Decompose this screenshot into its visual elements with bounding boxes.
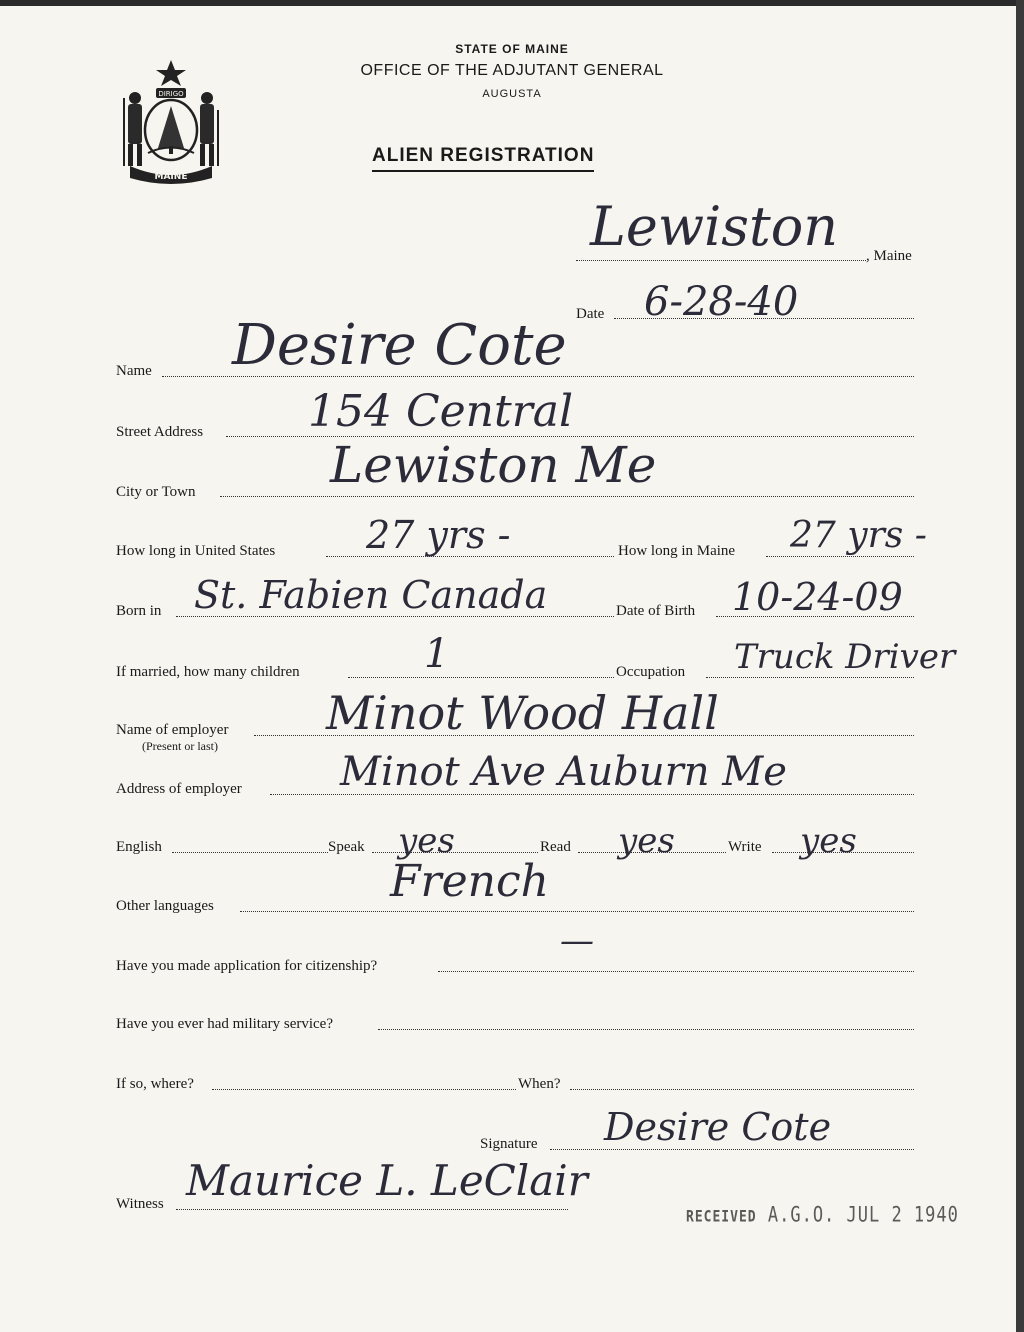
read-label: Read <box>540 839 571 855</box>
name-label: Name <box>116 363 152 379</box>
occupation-line <box>706 677 914 678</box>
employer-label: Name of employer <box>116 722 229 738</box>
date-label: Date <box>576 306 605 322</box>
place-suffix-label: , Maine <box>866 248 912 264</box>
english-label: English <box>116 839 162 855</box>
witness-signature: Maurice L. LeClair <box>186 1156 588 1205</box>
speak-label: Speak <box>328 839 365 855</box>
born-label: Born in <box>116 603 162 619</box>
write-label: Write <box>728 839 762 855</box>
military-label: Have you ever had military service? <box>116 1016 333 1032</box>
city-entry: Lewiston Me <box>330 436 657 494</box>
signature-line <box>550 1149 914 1150</box>
received-stamp <box>686 1203 959 1228</box>
maine-duration-label: How long in Maine <box>618 543 736 559</box>
witness-line <box>176 1209 568 1210</box>
city-heading: AUGUSTA <box>482 88 542 100</box>
other-languages-label: Other languages <box>116 898 214 914</box>
military-line <box>378 1029 914 1030</box>
scan-edge-top <box>0 0 1024 6</box>
seal-banner: MAINE <box>154 172 188 182</box>
employer-entry: Minot Wood Hall <box>326 686 719 740</box>
born-entry: St. Fabien Canada <box>194 573 548 617</box>
dob-entry: 10-24-09 <box>732 575 903 619</box>
children-label: If married, how many children <box>116 664 300 680</box>
where-line <box>212 1089 516 1090</box>
scan-edge-right <box>1016 0 1024 1332</box>
employer-address-label: Address of employer <box>116 781 242 797</box>
us-duration-entry: 27 yrs - <box>366 513 511 557</box>
dob-label: Date of Birth <box>616 603 696 619</box>
date-entry: 6-28-40 <box>644 279 799 325</box>
speak-line <box>372 852 538 853</box>
office-heading: OFFICE OF THE ADJUTANT GENERAL <box>360 62 664 79</box>
place-entry: Lewiston <box>590 195 839 258</box>
maine-duration-line <box>766 556 914 557</box>
city-line <box>220 496 914 497</box>
children-entry: 1 <box>424 631 450 677</box>
other-languages-entry: French <box>390 856 549 907</box>
place-line <box>576 260 866 261</box>
form-header <box>0 42 1024 100</box>
street-label: Street Address <box>116 424 204 440</box>
occupation-entry: Truck Driver <box>734 637 956 677</box>
write-entry: yes <box>800 821 857 861</box>
employer-sublabel: (Present or last) <box>142 739 218 753</box>
citizenship-line <box>438 971 914 972</box>
when-line <box>570 1089 914 1090</box>
applicant-signature: Desire Cote <box>604 1105 832 1149</box>
street-entry: 154 Central <box>308 386 574 437</box>
occupation-label: Occupation <box>616 664 686 680</box>
us-duration-label: How long in United States <box>116 543 276 559</box>
signature-label: Signature <box>480 1136 538 1152</box>
city-label: City or Town <box>116 484 196 500</box>
other-languages-line <box>240 911 914 912</box>
seal-motto: DIRIGO <box>158 90 184 98</box>
citizenship-label: Have you made application for citizenship? <box>116 958 378 974</box>
maine-duration-entry: 27 yrs - <box>790 515 927 556</box>
witness-label: Witness <box>116 1196 164 1212</box>
when-label: When? <box>518 1076 561 1092</box>
speak-entry: yes <box>398 821 455 861</box>
children-line <box>348 677 614 678</box>
english-line <box>172 852 328 853</box>
read-entry: yes <box>618 821 675 861</box>
stamp-prefix: RECEIVED <box>686 1207 757 1227</box>
name-entry: Desire Cote <box>232 313 567 378</box>
citizenship-entry: — <box>560 921 594 961</box>
employer-address-entry: Minot Ave Auburn Me <box>340 749 787 795</box>
stamp-text: A.G.O. JUL 2 1940 <box>767 1202 959 1228</box>
where-label: If so, where? <box>116 1076 194 1092</box>
form-title: ALIEN REGISTRATION <box>372 145 594 172</box>
state-heading: STATE OF MAINE <box>455 42 569 56</box>
